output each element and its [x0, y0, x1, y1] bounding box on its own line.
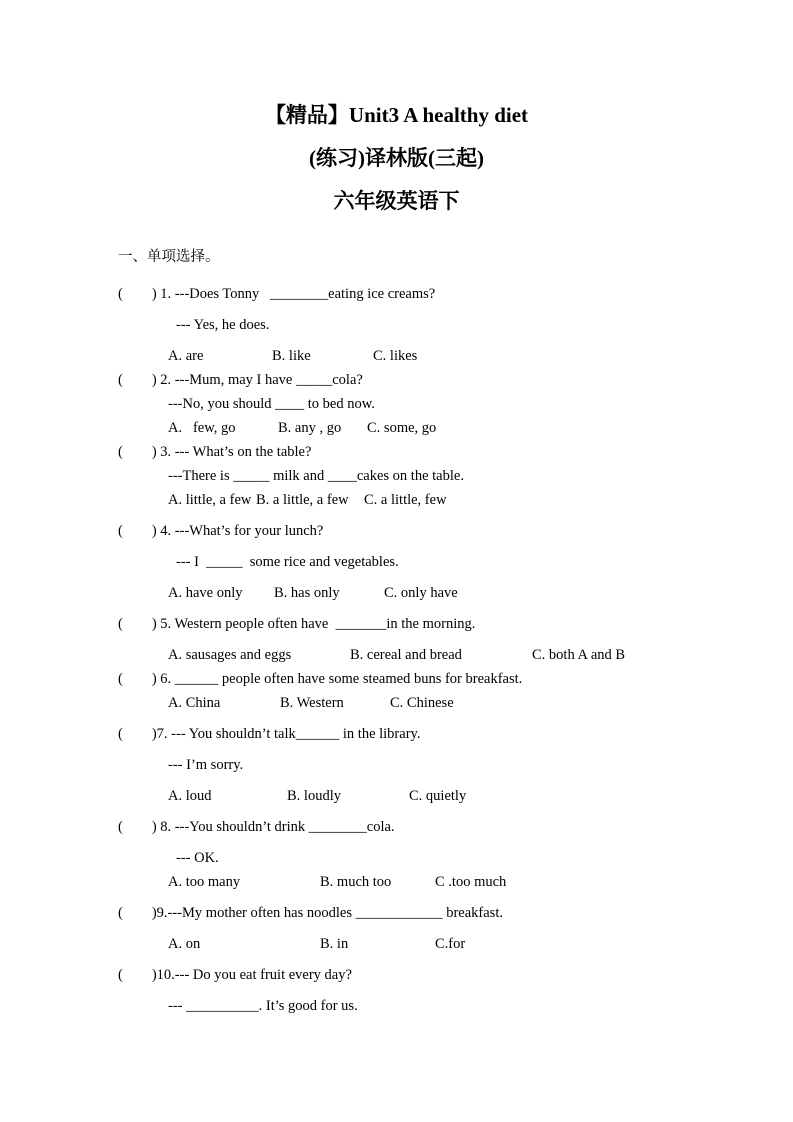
question-4 [0, 519, 793, 605]
doc-title-line-1: 【精品】Unit3 A healthy diet [264, 103, 529, 127]
question-4-options [0, 581, 793, 605]
option-c: C. likes [373, 348, 418, 364]
question-4-stem: ( ) 4. ---What’s for your lunch? [118, 523, 324, 539]
question-5-options [0, 643, 793, 667]
question-1-options [0, 344, 793, 368]
question-10-stem: ( )10.--- Do you eat fruit every day? [118, 967, 352, 983]
option-a: A. few, go [168, 420, 236, 436]
question-3 [0, 440, 793, 512]
question-1-reply: --- Yes, he does. [176, 317, 270, 333]
question-9-stem: ( )9.---My mother often has noodles ____________ breakfast. [118, 905, 503, 921]
exercise-body [0, 245, 793, 1018]
option-b: B. has only [274, 585, 340, 601]
question-8-reply: --- OK. [176, 850, 219, 866]
question-2 [0, 368, 793, 440]
option-c: C .too much [435, 874, 507, 890]
question-9-options [0, 932, 793, 956]
option-b: B. cereal and bread [350, 647, 462, 663]
option-b: B. any , go [278, 420, 342, 436]
question-7-reply: --- I’m sorry. [168, 757, 244, 773]
option-a: A. China [168, 695, 221, 711]
question-8-options [0, 870, 793, 894]
question-5 [0, 612, 793, 667]
question-2-options [0, 416, 793, 440]
option-a: A. on [168, 936, 201, 952]
option-b: B. Western [280, 695, 344, 711]
question-6-stem: ( ) 6. ______ people often have some steamed buns for breakfast. [118, 671, 523, 687]
question-1 [0, 282, 793, 368]
doc-title-line-3: 六年级英语下 [333, 189, 460, 213]
question-7-stem: ( )7. --- You shouldn’t talk______ in the library. [118, 726, 421, 742]
question-8 [0, 815, 793, 894]
option-c: C. Chinese [390, 695, 454, 711]
question-4-reply: --- I _____ some rice and vegetables. [176, 554, 399, 570]
document-header [0, 0, 793, 223]
option-b: B. like [272, 348, 311, 364]
question-8-stem: ( ) 8. ---You shouldn’t drink ________cola. [118, 819, 395, 835]
question-5-stem: ( ) 5. Western people often have _______in the morning. [118, 616, 476, 632]
option-c: C. quietly [409, 788, 467, 804]
question-7 [0, 722, 793, 808]
option-c: C.for [435, 936, 466, 952]
question-2-stem: ( ) 2. ---Mum, may I have _____cola? [118, 372, 363, 388]
option-a: A. loud [168, 788, 212, 804]
question-3-options [0, 488, 793, 512]
question-2-reply: ---No, you should ____ to bed now. [168, 396, 375, 412]
option-a: A. are [168, 348, 204, 364]
option-b: B. a little, a few [256, 492, 349, 508]
doc-title-line-2: (练习)译林版(三起) [309, 146, 484, 170]
option-b: B. much too [320, 874, 392, 890]
option-a: A. sausages and eggs [168, 647, 292, 663]
option-c: C. a little, few [364, 492, 447, 508]
option-a: A. little, a few [168, 492, 252, 508]
question-3-reply: ---There is _____ milk and ____cakes on the table. [168, 468, 464, 484]
section-heading: 一、单项选择。 [118, 249, 220, 265]
question-1-stem: ( ) 1. ---Does Tonny ________eating ice creams? [118, 286, 436, 302]
option-a: A. too many [168, 874, 241, 890]
option-a: A. have only [168, 585, 243, 601]
option-b: B. loudly [287, 788, 341, 804]
question-6-options [0, 691, 793, 715]
question-9 [0, 901, 793, 956]
question-3-stem: ( ) 3. --- What’s on the table? [118, 444, 312, 460]
question-6 [0, 667, 793, 715]
question-7-options [0, 784, 793, 808]
option-b: B. in [320, 936, 349, 952]
option-c: C. some, go [367, 420, 437, 436]
question-10 [0, 963, 793, 1018]
question-10-reply: --- __________. It’s good for us. [168, 998, 358, 1014]
option-c: C. only have [384, 585, 458, 601]
option-c: C. both A and B [532, 647, 626, 663]
